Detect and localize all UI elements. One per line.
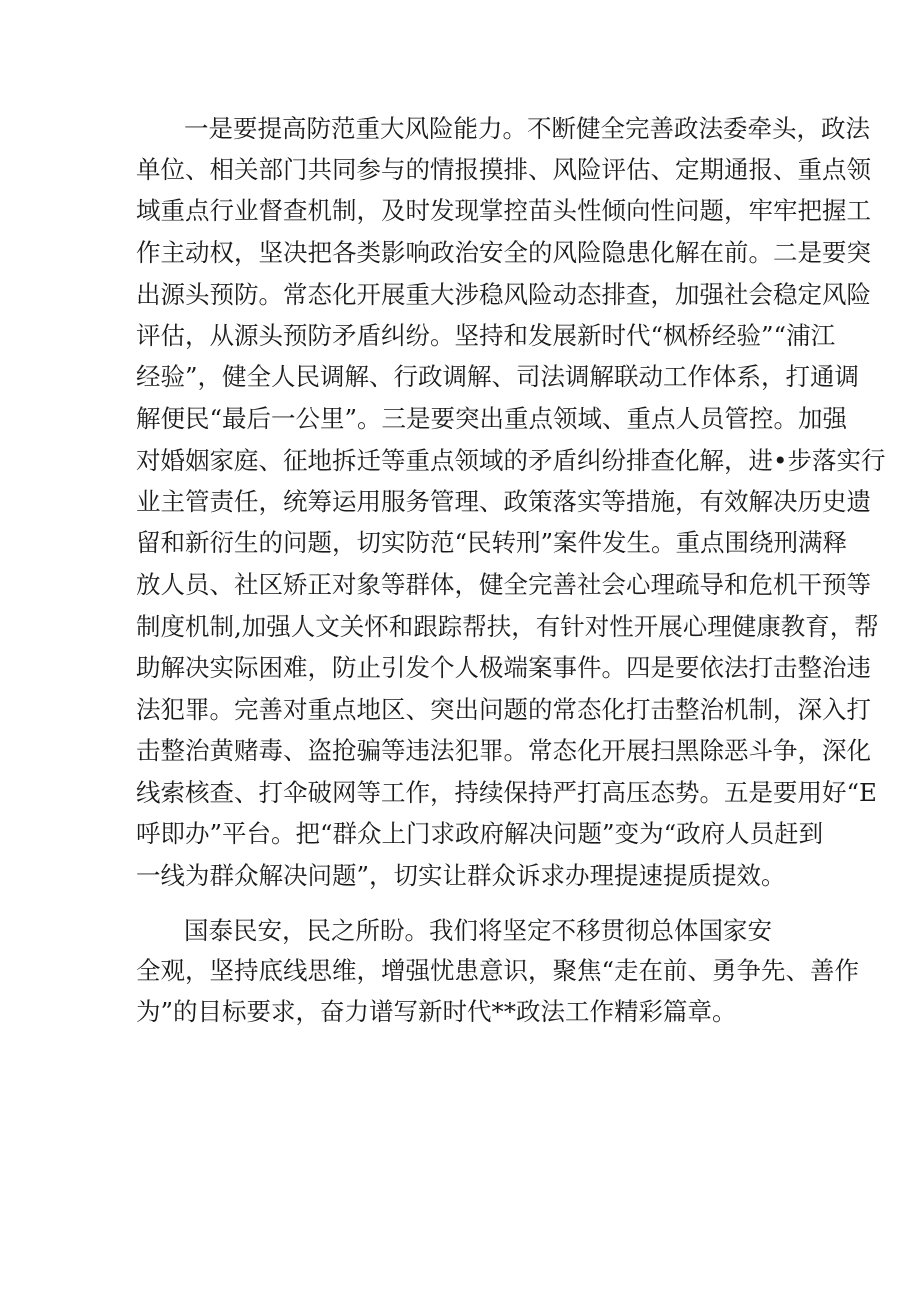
paragraph-1-line-17: 线索核查、打伞破网等工作，持续保持严打高压态势。五是要用好“E bbox=[136, 778, 877, 807]
paragraph-1-line-1: 一是要提高防范重大风险能力。不断健全完善政法委牵头，政法 bbox=[184, 114, 870, 143]
paragraph-1-line-10: 业主管责任，统筹运用服务管理、政策落实等措施，有效解决历史遗 bbox=[136, 487, 871, 516]
paragraph-1-line-6: 评估，从源头预防矛盾纠纷。坚持和发展新时代“枫桥经验”“浦江 bbox=[136, 321, 836, 350]
paragraph-1-line-14: 助解决实际困难，防止引发个人极端案事件。四是要依法打击整治违 bbox=[136, 653, 871, 682]
paragraph-1-line-11: 留和新衍生的问题，切实防范“民转刑”案件发生。重点围绕刑满释 bbox=[136, 528, 848, 557]
paragraph-1-line-2: 单位、相关部门共同参与的情报摸排、风险评估、定期通报、重点领 bbox=[136, 155, 871, 184]
paragraph-1-line-13: 制度机制,加强人文关怀和跟踪帮扶，有针对性开展心理健康教育，帮 bbox=[136, 612, 879, 641]
paragraph-1-line-3: 域重点行业督查机制，及时发现掌控苗头性倾向性问题，牢牢把握工 bbox=[136, 196, 871, 225]
paragraph-1-line-12: 放人员、社区矫正对象等群体，健全完善社会心理疏导和危机干预等 bbox=[136, 570, 871, 599]
paragraph-1-line-19: 一线为群众解决问题”，切实让群众诉求办理提速提质提效。 bbox=[136, 861, 786, 890]
paragraph-1-line-16: 击整治黄赌毒、盗抢骗等违法犯罪。常态化开展扫黑除恶斗争，深化 bbox=[136, 736, 871, 765]
paragraph-1-line-8: 解便民“最后一公里”。三是要突出重点领域、重点人员管控。加强 bbox=[136, 404, 848, 433]
paragraph-1-line-9: 对婚姻家庭、征地拆迁等重点领域的矛盾纠纷排查化解，进•步落实行 bbox=[136, 446, 886, 475]
paragraph-1-line-5: 出源头预防。常态化开展重大涉稳风险动态排查，加强社会稳定风险 bbox=[136, 280, 871, 309]
paragraph-1-line-18: 呼即办”平台。把“群众上门求政府解决问题”变为“政府人员赶到 bbox=[136, 819, 824, 848]
paragraph-2-line-3: 为”的目标要求，奋力谱写新时代**政法工作精彩篇章。 bbox=[136, 997, 737, 1026]
paragraph-2-line-2: 全观，坚持底线思维，增强忧患意识，聚焦“走在前、勇争先、善作 bbox=[136, 956, 860, 985]
paragraph-1-line-4: 作主动权，坚决把各类影响政治安全的风险隐患化解在前。二是要突 bbox=[136, 238, 871, 267]
paragraph-1-line-7: 经验”，健全人民调解、行政调解、司法调解联动工作体系，打通调 bbox=[136, 362, 860, 391]
paragraph-2-line-1: 国泰民安，民之所盼。我们将坚定不移贯彻总体国家安 bbox=[184, 916, 772, 945]
paragraph-1-line-15: 法犯罪。完善对重点地区、突出问题的常态化打击整治机制，深入打 bbox=[136, 695, 871, 724]
